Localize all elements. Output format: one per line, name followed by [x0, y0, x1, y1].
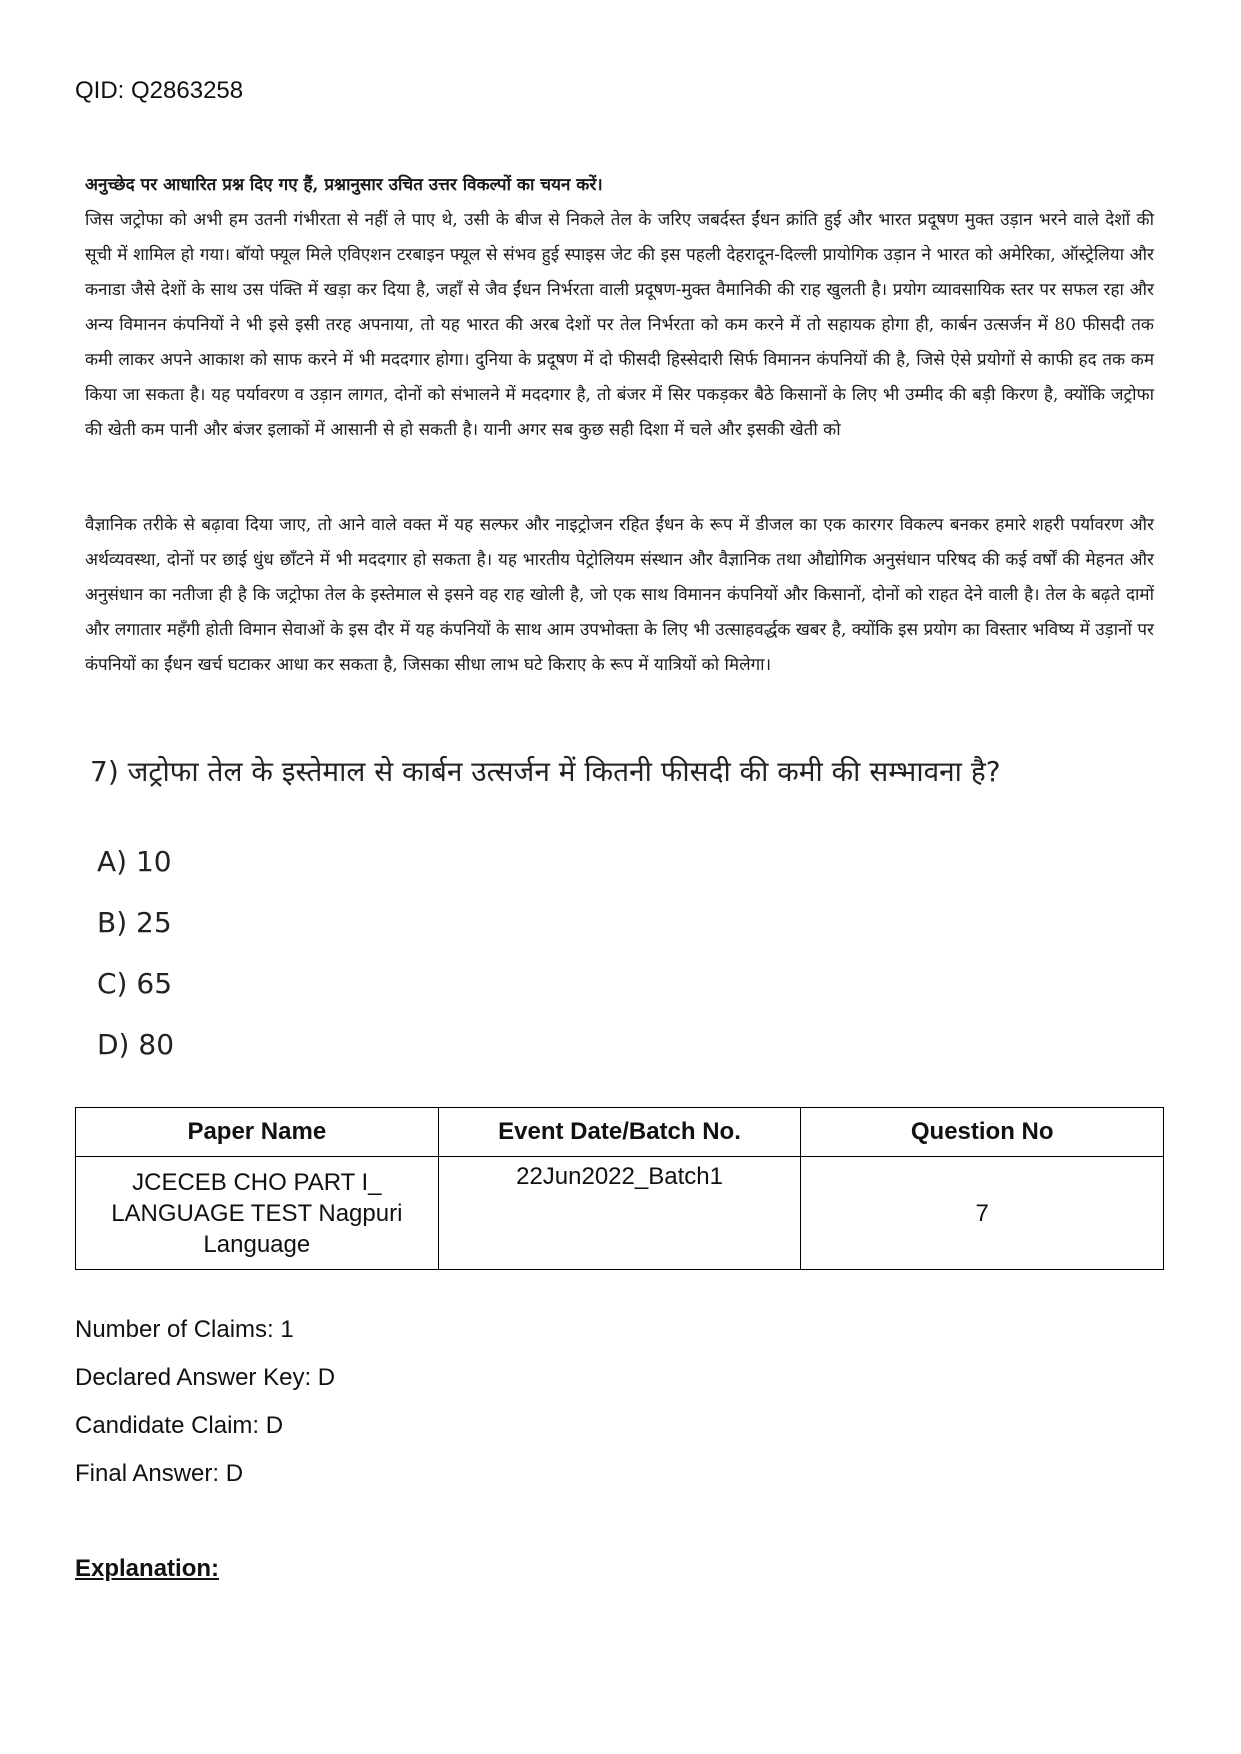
passage-paragraph-2: वैज्ञानिक तरीके से बढ़ावा दिया जाए, तो आने वाले वक्त में यह सल्फर और नाइट्रोजन रहित ईंधन के रूप में डीजल का एक कारगर विकल्प बनकर हमारे शहरी पर्यावरण और अर्थव्यवस्था, दोनों पर छाई धुंध छाँटने में भी मददगार हो सकता है। यह भारतीय पेट्रोलियम संस्थान और वैज्ञानिक तथा औद्योगिक अनुसंधान परिषद की कई वर्षों की मेहनत और अनुसंधान का नतीजा ही है कि जट्रोफा तेल के इस्तेमाल से इसने वह राह खोली है, जो एक साथ विमानन कंपनियों और किसानों, दोनों को राहत देने वाली है। तेल के बढ़ते दामों और लगातार महँगी होती विमान सेवाओं के इस दौर में यह कंपनियों के साथ आम उपभोक्ता के लिए भी उत्साहवर्द्धक खबर है, क्योंकि इस प्रयोग का विस्तार भविष्य में उड़ानों पर कंपनियों का ईंधन खर्च घटाकर आधा कर सकता है, जिसका सीधा लाभ घटे किराए के रूप में यात्रियों को मिलेगा। — [85, 515, 1154, 675]
passage-block-1 — [85, 168, 1154, 448]
option-a: A) 10 — [97, 845, 172, 878]
cell-paper-name: JCECEB CHO PART I_ LANGUAGE TEST Nagpuri Language — [76, 1157, 439, 1270]
question-id: QID: Q2863258 — [75, 77, 244, 104]
header-question-no: Question No — [801, 1108, 1164, 1157]
answer-options — [97, 842, 174, 1086]
table-header-row — [76, 1108, 1164, 1157]
number-of-claims: Number of Claims: 1 — [75, 1316, 294, 1343]
option-b: B) 25 — [97, 906, 172, 939]
final-answer: Final Answer: D — [75, 1460, 244, 1487]
candidate-claim: Candidate Claim: D — [75, 1412, 284, 1439]
passage-block-2 — [85, 508, 1154, 683]
passage-instruction: अनुच्छेद पर आधारित प्रश्न दिए गए हैं, प्रश्नानुसार उचित उत्तर विकल्पों का चयन करें। — [85, 175, 603, 195]
passage-paragraph-1: जिस जट्रोफा को अभी हम उतनी गंभीरता से नहीं ले पाए थे, उसी के बीज से निकले तेल के जरिए जबर्दस्त ईंधन क्रांति हुई और भारत प्रदूषण मुक्त उड़ान भरने वाले देशों की सूची में शामिल हो गया। बॉयो फ्यूल मिले एविएशन टरबाइन फ्यूल से संभव हुई स्पाइस जेट की इस पहली देहरादून-दिल्ली प्रायोगिक उड़ान ने भारत को अमेरिका, ऑस्ट्रेलिया और कनाडा जैसे देशों के साथ उस पंक्ति में खड़ा कर दिया है, जहाँ से जैव ईंधन निर्भरता वाली प्रदूषण-मुक्त वैमानिकी की राह खुलती है। प्रयोग व्यावसायिक स्तर पर सफल रहा और अन्य विमानन कंपनियों ने भी इसे इसी तरह अपनाया, तो यह भारत की अरब देशों पर तेल निर्भरता को कम करने में तो सहायक होगा ही, कार्बन उत्सर्जन में 80 फीसदी तक कमी लाकर अपने आकाश को साफ करने में भी मददगार होगा। दुनिया के प्रदूषण में दो फीसदी हिस्सेदारी सिर्फ विमानन कंपनियों की है, जिसे ऐसे प्रयोगों से काफी हद तक कम किया जा सकता है। यह पर्यावरण व उड़ान लागत, दोनों को संभालने में मददगार है, तो बंजर में सिर पकड़कर बैठे किसानों के लिए भी उम्मीद की बड़ी किरण है, क्योंकि जट्रोफा की खेती कम पानी और बंजर इलाकों में आसानी से हो सकती है। यानी अगर सब कुछ सही दिशा में चले और इसकी खेती को — [85, 210, 1154, 440]
paper-info-table — [75, 1107, 1164, 1270]
header-event-date: Event Date/Batch No. — [438, 1108, 801, 1157]
explanation-heading: Explanation: — [75, 1555, 220, 1582]
header-paper-name: Paper Name — [76, 1108, 439, 1157]
declared-answer-key: Declared Answer Key: D — [75, 1364, 336, 1391]
question-text: 7) जट्रोफा तेल के इस्तेमाल से कार्बन उत्सर्जन में कितनी फीसदी की कमी की सम्भावना है? — [90, 755, 1001, 788]
option-c: C) 65 — [97, 967, 173, 1000]
cell-question-no: 7 — [801, 1157, 1164, 1270]
table-row — [76, 1157, 1164, 1270]
option-d: D) 80 — [97, 1028, 175, 1061]
claim-summary — [75, 1316, 335, 1508]
cell-event-date: 22Jun2022_Batch1 — [438, 1157, 801, 1270]
